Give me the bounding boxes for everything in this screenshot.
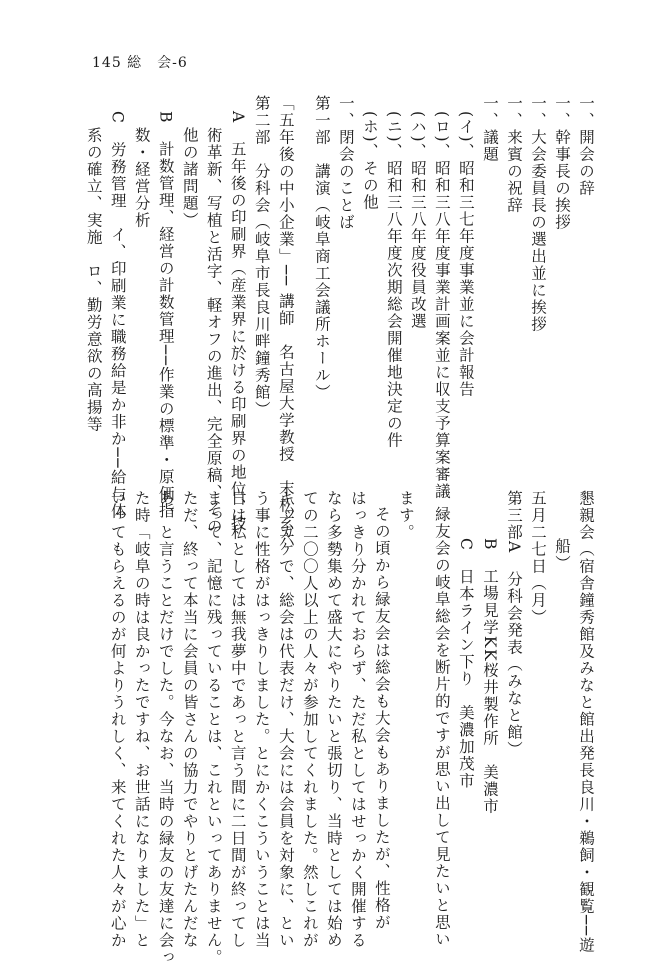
- paragraph-line: いってもらえるのが何よりうれしく、来てくれた人々が心か: [108, 490, 127, 949]
- schedule-line: 懇親会（宿舎鐘秀館及みなと館出発長良川・鵜飼・観覧──遊: [577, 490, 595, 954]
- agenda-item: (ホ)、その他: [360, 111, 379, 212]
- paragraph-line: ただ、終って本当に会員の皆さんの協力でやりとげたんだな: [180, 490, 199, 949]
- page-header: 145 総 会-6: [92, 55, 188, 71]
- program-item: 一、来賓の祝辞: [504, 95, 523, 214]
- subsection-line: 術革新、写植と活字、軽オフの進出、完全原稿、その: [204, 127, 223, 535]
- paragraph-line: その頃から緑友会は総会も大会もありましたが、性格が: [372, 506, 391, 931]
- program-item: 一、幹事長の挨拶: [552, 95, 571, 231]
- paragraph-line: 緑友会の岐阜総会を断片的ですが思い出して見たいと思い: [432, 506, 451, 948]
- subsection-line: 数・経営分析: [132, 127, 151, 229]
- paragraph-line: あ、と言うことだけでした。今なお、当時の緑友の友達に会っ: [156, 490, 175, 966]
- paragraph-line: う事に性格がはっきりしました。とにかくこういうことは当: [252, 490, 271, 949]
- schedule-line: 船）: [552, 538, 571, 572]
- session-heading: 第一部 講演（岐阜商工会議所ホール）: [312, 95, 331, 401]
- schedule-line: B 工場見学KK桜井製作所 美濃市: [480, 538, 499, 816]
- subsection-line: B 計数管理、経営の計数管理──作業の標準・原価指: [156, 111, 175, 520]
- subsection-line: 他の諸問題）: [180, 127, 199, 229]
- program-item: 一、議題: [480, 95, 499, 163]
- schedule-line: C 日本ライン下り 美濃加茂市: [456, 538, 475, 790]
- session-heading: 第二部 分科会（岐阜市長良川畔鐘秀館）: [252, 95, 271, 418]
- paragraph-line: ます。: [396, 490, 415, 541]
- paragraph-line: はっきり分かれておらず、ただ私としてはせっかく開催する: [348, 490, 367, 949]
- program-item: 一、開会の辞: [577, 95, 595, 197]
- agenda-item: (ハ)、昭和三八年度役員改選: [408, 111, 427, 331]
- paragraph-line: キッカケで、総会は代表だけ、大会には会員を対象に、とい: [276, 490, 295, 949]
- paragraph-line: まって、記憶に残っていることは、これといってありません。: [204, 490, 223, 966]
- schedule-line: 五月二七日（月）: [528, 490, 547, 626]
- subsection-line: C 労務管理 イ、印刷業に職務給是か非か──給与体: [108, 111, 127, 521]
- agenda-item: (ロ)、昭和三八年度事業計画案並に収支予算案審議: [432, 111, 451, 501]
- narrative-block: [106, 490, 598, 966]
- subsection-line: A 五年後の印刷界（産業界に於ける印刷界の地位、技: [228, 111, 247, 532]
- program-item: 一、閉会のことば: [336, 95, 355, 231]
- subsection-line: 系の確立、実施 ロ、勤労意欲の高揚等: [84, 127, 103, 433]
- lecture-line: 「五年後の中小企業」── 講師 名古屋大学教授 末松玄六: [276, 95, 295, 549]
- schedule-line: 第三部A 分科会発表（みなと館）: [504, 490, 523, 758]
- paragraph-line: なら多勢集めて盛大にやりたいと張切り、当時としては始め: [324, 490, 343, 949]
- agenda-item: (イ)、昭和三七年度事業並に会計報告: [456, 111, 475, 399]
- paragraph-line: た時「岐阜の時は良かったですね、お世話になりました」と: [132, 490, 151, 949]
- program-item: 一、大会委員長の選出並に挨拶: [528, 95, 547, 333]
- paragraph-line: 日は私としては無我夢中であっと言う間に二日間が終ってし: [228, 490, 247, 949]
- agenda-item: (ニ)、昭和三八年度次期総会開催地決定の件: [384, 111, 403, 450]
- paragraph-line: ての二〇〇人以上の人々が参加してくれました。然しこれが: [300, 490, 319, 949]
